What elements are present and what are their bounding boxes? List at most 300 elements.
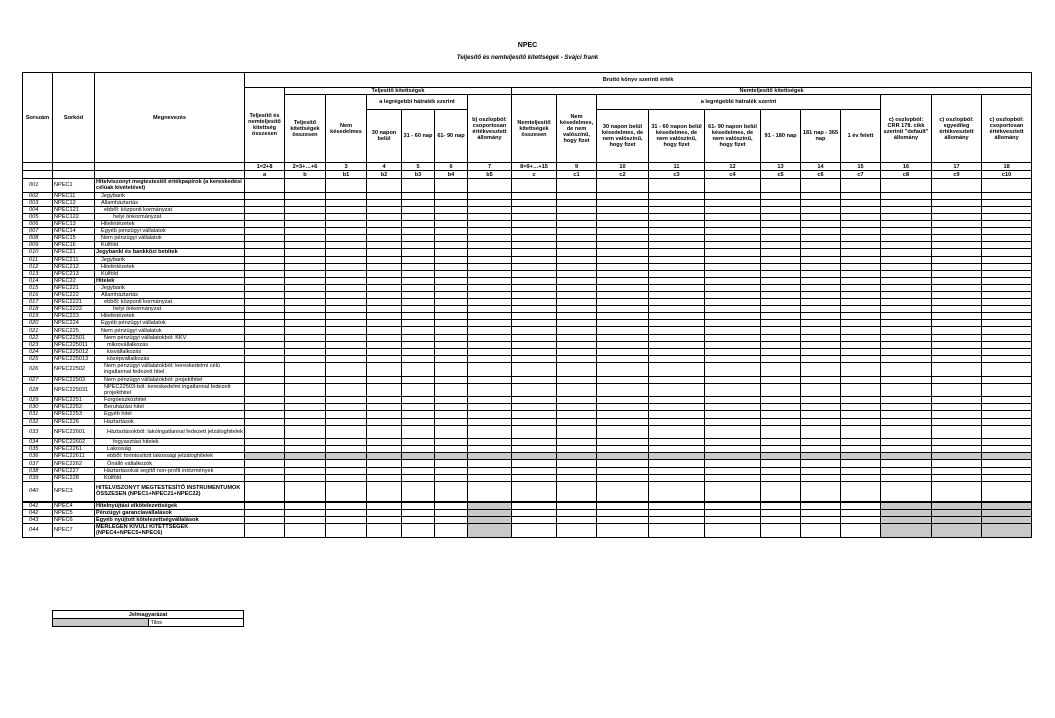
data-cell[interactable] [402, 199, 435, 206]
data-cell[interactable] [326, 453, 367, 460]
data-cell[interactable] [435, 284, 468, 291]
data-cell[interactable] [801, 397, 841, 404]
data-cell[interactable] [326, 199, 367, 206]
data-cell[interactable] [367, 523, 402, 537]
data-cell[interactable] [881, 221, 932, 228]
data-cell[interactable] [367, 439, 402, 446]
data-cell[interactable] [649, 376, 705, 383]
data-cell[interactable] [649, 418, 705, 425]
data-cell[interactable] [841, 439, 881, 446]
data-cell[interactable] [597, 362, 649, 376]
data-cell[interactable] [557, 348, 597, 355]
data-cell[interactable] [932, 256, 982, 263]
data-cell[interactable] [801, 383, 841, 397]
data-cell[interactable] [367, 355, 402, 362]
data-cell[interactable] [557, 474, 597, 481]
data-cell[interactable] [512, 206, 557, 213]
data-cell[interactable] [367, 502, 402, 510]
data-cell[interactable] [435, 256, 468, 263]
data-cell[interactable] [881, 523, 932, 537]
data-cell[interactable] [982, 299, 1032, 306]
data-cell[interactable] [982, 348, 1032, 355]
data-cell[interactable] [435, 299, 468, 306]
data-cell[interactable] [326, 277, 367, 284]
data-cell[interactable] [932, 235, 982, 242]
data-cell[interactable] [402, 299, 435, 306]
data-cell[interactable] [285, 277, 326, 284]
data-cell[interactable] [285, 362, 326, 376]
data-cell[interactable] [367, 460, 402, 467]
data-cell[interactable] [402, 348, 435, 355]
data-cell[interactable] [597, 313, 649, 320]
data-cell[interactable] [649, 509, 705, 516]
data-cell[interactable] [245, 299, 285, 306]
data-cell[interactable] [367, 256, 402, 263]
data-cell[interactable] [285, 348, 326, 355]
data-cell[interactable] [512, 425, 557, 439]
data-cell[interactable] [468, 199, 512, 206]
data-cell[interactable] [326, 446, 367, 453]
data-cell[interactable] [649, 404, 705, 411]
data-cell[interactable] [841, 411, 881, 418]
data-cell[interactable] [761, 242, 801, 249]
data-cell[interactable] [597, 439, 649, 446]
data-cell[interactable] [649, 383, 705, 397]
data-cell[interactable] [367, 341, 402, 348]
data-cell[interactable] [402, 242, 435, 249]
data-cell[interactable] [705, 249, 761, 256]
data-cell[interactable] [285, 404, 326, 411]
data-cell[interactable] [402, 292, 435, 299]
data-cell[interactable] [245, 221, 285, 228]
data-cell[interactable] [468, 299, 512, 306]
data-cell[interactable] [881, 516, 932, 523]
data-cell[interactable] [285, 411, 326, 418]
data-cell[interactable] [435, 179, 468, 193]
data-cell[interactable] [285, 460, 326, 467]
data-cell[interactable] [841, 206, 881, 213]
data-cell[interactable] [649, 411, 705, 418]
data-cell[interactable] [801, 446, 841, 453]
data-cell[interactable] [761, 256, 801, 263]
data-cell[interactable] [245, 235, 285, 242]
data-cell[interactable] [245, 270, 285, 277]
data-cell[interactable] [557, 411, 597, 418]
data-cell[interactable] [367, 235, 402, 242]
data-cell[interactable] [982, 453, 1032, 460]
data-cell[interactable] [932, 439, 982, 446]
data-cell[interactable] [557, 418, 597, 425]
data-cell[interactable] [367, 446, 402, 453]
data-cell[interactable] [932, 523, 982, 537]
data-cell[interactable] [435, 383, 468, 397]
data-cell[interactable] [705, 256, 761, 263]
data-cell[interactable] [468, 418, 512, 425]
data-cell[interactable] [557, 292, 597, 299]
data-cell[interactable] [402, 320, 435, 327]
data-cell[interactable] [285, 327, 326, 334]
data-cell[interactable] [597, 523, 649, 537]
data-cell[interactable] [705, 362, 761, 376]
data-cell[interactable] [512, 376, 557, 383]
data-cell[interactable] [402, 418, 435, 425]
data-cell[interactable] [801, 355, 841, 362]
data-cell[interactable] [367, 362, 402, 376]
data-cell[interactable] [402, 362, 435, 376]
data-cell[interactable] [468, 355, 512, 362]
data-cell[interactable] [326, 249, 367, 256]
data-cell[interactable] [402, 179, 435, 193]
data-cell[interactable] [841, 327, 881, 334]
data-cell[interactable] [557, 502, 597, 510]
data-cell[interactable] [245, 206, 285, 213]
data-cell[interactable] [557, 334, 597, 341]
data-cell[interactable] [597, 179, 649, 193]
data-cell[interactable] [367, 327, 402, 334]
data-cell[interactable] [468, 523, 512, 537]
data-cell[interactable] [285, 249, 326, 256]
data-cell[interactable] [557, 206, 597, 213]
data-cell[interactable] [761, 284, 801, 291]
data-cell[interactable] [932, 213, 982, 220]
data-cell[interactable] [841, 362, 881, 376]
data-cell[interactable] [705, 376, 761, 383]
data-cell[interactable] [402, 270, 435, 277]
data-cell[interactable] [512, 397, 557, 404]
data-cell[interactable] [468, 404, 512, 411]
data-cell[interactable] [649, 277, 705, 284]
data-cell[interactable] [402, 313, 435, 320]
data-cell[interactable] [881, 179, 932, 193]
data-cell[interactable] [649, 263, 705, 270]
data-cell[interactable] [285, 439, 326, 446]
data-cell[interactable] [468, 306, 512, 313]
data-cell[interactable] [705, 355, 761, 362]
data-cell[interactable] [801, 348, 841, 355]
data-cell[interactable] [367, 228, 402, 235]
data-cell[interactable] [557, 523, 597, 537]
data-cell[interactable] [435, 481, 468, 501]
data-cell[interactable] [841, 348, 881, 355]
data-cell[interactable] [245, 425, 285, 439]
data-cell[interactable] [761, 425, 801, 439]
data-cell[interactable] [761, 334, 801, 341]
data-cell[interactable] [402, 235, 435, 242]
data-cell[interactable] [245, 348, 285, 355]
data-cell[interactable] [245, 397, 285, 404]
data-cell[interactable] [245, 411, 285, 418]
data-cell[interactable] [245, 404, 285, 411]
data-cell[interactable] [801, 320, 841, 327]
data-cell[interactable] [326, 474, 367, 481]
data-cell[interactable] [402, 213, 435, 220]
data-cell[interactable] [705, 270, 761, 277]
data-cell[interactable] [932, 383, 982, 397]
data-cell[interactable] [512, 362, 557, 376]
data-cell[interactable] [512, 474, 557, 481]
data-cell[interactable] [367, 453, 402, 460]
data-cell[interactable] [705, 509, 761, 516]
data-cell[interactable] [285, 213, 326, 220]
data-cell[interactable] [557, 376, 597, 383]
data-cell[interactable] [402, 446, 435, 453]
data-cell[interactable] [649, 270, 705, 277]
data-cell[interactable] [881, 425, 932, 439]
data-cell[interactable] [512, 502, 557, 510]
data-cell[interactable] [326, 256, 367, 263]
data-cell[interactable] [597, 213, 649, 220]
data-cell[interactable] [435, 249, 468, 256]
data-cell[interactable] [512, 292, 557, 299]
data-cell[interactable] [982, 327, 1032, 334]
data-cell[interactable] [435, 235, 468, 242]
data-cell[interactable] [801, 516, 841, 523]
data-cell[interactable] [402, 439, 435, 446]
data-cell[interactable] [932, 313, 982, 320]
data-cell[interactable] [512, 213, 557, 220]
data-cell[interactable] [841, 383, 881, 397]
data-cell[interactable] [982, 516, 1032, 523]
data-cell[interactable] [597, 270, 649, 277]
data-cell[interactable] [367, 313, 402, 320]
data-cell[interactable] [557, 404, 597, 411]
data-cell[interactable] [557, 446, 597, 453]
data-cell[interactable] [597, 249, 649, 256]
data-cell[interactable] [932, 397, 982, 404]
data-cell[interactable] [435, 348, 468, 355]
data-cell[interactable] [285, 199, 326, 206]
data-cell[interactable] [982, 284, 1032, 291]
data-cell[interactable] [841, 263, 881, 270]
data-cell[interactable] [468, 284, 512, 291]
data-cell[interactable] [285, 523, 326, 537]
data-cell[interactable] [468, 320, 512, 327]
data-cell[interactable] [326, 235, 367, 242]
data-cell[interactable] [982, 334, 1032, 341]
data-cell[interactable] [435, 425, 468, 439]
data-cell[interactable] [285, 383, 326, 397]
data-cell[interactable] [705, 235, 761, 242]
data-cell[interactable] [512, 509, 557, 516]
data-cell[interactable] [435, 467, 468, 474]
data-cell[interactable] [649, 439, 705, 446]
data-cell[interactable] [512, 481, 557, 501]
data-cell[interactable] [649, 474, 705, 481]
data-cell[interactable] [468, 474, 512, 481]
data-cell[interactable] [245, 362, 285, 376]
data-cell[interactable] [285, 355, 326, 362]
data-cell[interactable] [932, 467, 982, 474]
data-cell[interactable] [705, 502, 761, 510]
data-cell[interactable] [649, 446, 705, 453]
data-cell[interactable] [841, 249, 881, 256]
data-cell[interactable] [597, 355, 649, 362]
data-cell[interactable] [285, 256, 326, 263]
data-cell[interactable] [932, 299, 982, 306]
data-cell[interactable] [705, 474, 761, 481]
data-cell[interactable] [245, 460, 285, 467]
data-cell[interactable] [512, 341, 557, 348]
data-cell[interactable] [245, 453, 285, 460]
data-cell[interactable] [468, 213, 512, 220]
data-cell[interactable] [435, 263, 468, 270]
data-cell[interactable] [841, 320, 881, 327]
data-cell[interactable] [245, 481, 285, 501]
data-cell[interactable] [435, 509, 468, 516]
data-cell[interactable] [468, 348, 512, 355]
data-cell[interactable] [468, 362, 512, 376]
data-cell[interactable] [881, 383, 932, 397]
data-cell[interactable] [512, 320, 557, 327]
data-cell[interactable] [597, 277, 649, 284]
data-cell[interactable] [841, 467, 881, 474]
data-cell[interactable] [881, 411, 932, 418]
data-cell[interactable] [557, 228, 597, 235]
data-cell[interactable] [557, 270, 597, 277]
data-cell[interactable] [982, 460, 1032, 467]
data-cell[interactable] [245, 439, 285, 446]
data-cell[interactable] [326, 418, 367, 425]
data-cell[interactable] [402, 355, 435, 362]
data-cell[interactable] [881, 362, 932, 376]
data-cell[interactable] [801, 327, 841, 334]
data-cell[interactable] [468, 277, 512, 284]
data-cell[interactable] [761, 341, 801, 348]
data-cell[interactable] [705, 199, 761, 206]
data-cell[interactable] [245, 277, 285, 284]
data-cell[interactable] [402, 502, 435, 510]
data-cell[interactable] [285, 242, 326, 249]
data-cell[interactable] [982, 523, 1032, 537]
data-cell[interactable] [801, 341, 841, 348]
data-cell[interactable] [881, 439, 932, 446]
data-cell[interactable] [705, 460, 761, 467]
data-cell[interactable] [367, 270, 402, 277]
data-cell[interactable] [841, 284, 881, 291]
data-cell[interactable] [367, 179, 402, 193]
data-cell[interactable] [285, 299, 326, 306]
data-cell[interactable] [801, 235, 841, 242]
data-cell[interactable] [761, 362, 801, 376]
data-cell[interactable] [761, 299, 801, 306]
data-cell[interactable] [402, 263, 435, 270]
data-cell[interactable] [801, 411, 841, 418]
data-cell[interactable] [245, 242, 285, 249]
data-cell[interactable] [285, 284, 326, 291]
data-cell[interactable] [512, 334, 557, 341]
data-cell[interactable] [705, 425, 761, 439]
data-cell[interactable] [245, 179, 285, 193]
data-cell[interactable] [761, 192, 801, 199]
data-cell[interactable] [468, 481, 512, 501]
data-cell[interactable] [367, 411, 402, 418]
data-cell[interactable] [557, 235, 597, 242]
data-cell[interactable] [402, 474, 435, 481]
data-cell[interactable] [649, 192, 705, 199]
data-cell[interactable] [468, 467, 512, 474]
data-cell[interactable] [597, 235, 649, 242]
data-cell[interactable] [705, 292, 761, 299]
data-cell[interactable] [841, 502, 881, 510]
data-cell[interactable] [557, 306, 597, 313]
data-cell[interactable] [468, 235, 512, 242]
data-cell[interactable] [982, 467, 1032, 474]
data-cell[interactable] [982, 341, 1032, 348]
data-cell[interactable] [597, 320, 649, 327]
data-cell[interactable] [326, 213, 367, 220]
data-cell[interactable] [881, 313, 932, 320]
data-cell[interactable] [932, 376, 982, 383]
data-cell[interactable] [761, 249, 801, 256]
data-cell[interactable] [468, 411, 512, 418]
data-cell[interactable] [649, 467, 705, 474]
data-cell[interactable] [649, 256, 705, 263]
data-cell[interactable] [705, 213, 761, 220]
data-cell[interactable] [801, 502, 841, 510]
data-cell[interactable] [881, 242, 932, 249]
data-cell[interactable] [881, 341, 932, 348]
data-cell[interactable] [705, 453, 761, 460]
data-cell[interactable] [761, 516, 801, 523]
data-cell[interactable] [326, 509, 367, 516]
data-cell[interactable] [841, 213, 881, 220]
data-cell[interactable] [597, 425, 649, 439]
data-cell[interactable] [557, 362, 597, 376]
data-cell[interactable] [512, 192, 557, 199]
data-cell[interactable] [435, 213, 468, 220]
data-cell[interactable] [435, 439, 468, 446]
data-cell[interactable] [649, 327, 705, 334]
data-cell[interactable] [761, 199, 801, 206]
data-cell[interactable] [557, 341, 597, 348]
data-cell[interactable] [367, 306, 402, 313]
data-cell[interactable] [245, 516, 285, 523]
data-cell[interactable] [367, 509, 402, 516]
data-cell[interactable] [649, 292, 705, 299]
data-cell[interactable] [761, 460, 801, 467]
data-cell[interactable] [705, 404, 761, 411]
data-cell[interactable] [705, 228, 761, 235]
data-cell[interactable] [597, 327, 649, 334]
data-cell[interactable] [801, 313, 841, 320]
data-cell[interactable] [761, 313, 801, 320]
data-cell[interactable] [435, 320, 468, 327]
data-cell[interactable] [326, 502, 367, 510]
data-cell[interactable] [841, 425, 881, 439]
data-cell[interactable] [557, 467, 597, 474]
data-cell[interactable] [326, 383, 367, 397]
data-cell[interactable] [597, 306, 649, 313]
data-cell[interactable] [285, 425, 326, 439]
data-cell[interactable] [402, 228, 435, 235]
data-cell[interactable] [932, 192, 982, 199]
data-cell[interactable] [435, 206, 468, 213]
data-cell[interactable] [326, 206, 367, 213]
data-cell[interactable] [982, 362, 1032, 376]
data-cell[interactable] [649, 355, 705, 362]
data-cell[interactable] [512, 523, 557, 537]
data-cell[interactable] [761, 467, 801, 474]
data-cell[interactable] [557, 516, 597, 523]
data-cell[interactable] [512, 348, 557, 355]
data-cell[interactable] [761, 235, 801, 242]
data-cell[interactable] [932, 341, 982, 348]
data-cell[interactable] [402, 327, 435, 334]
data-cell[interactable] [761, 179, 801, 193]
data-cell[interactable] [245, 474, 285, 481]
data-cell[interactable] [881, 206, 932, 213]
data-cell[interactable] [435, 327, 468, 334]
